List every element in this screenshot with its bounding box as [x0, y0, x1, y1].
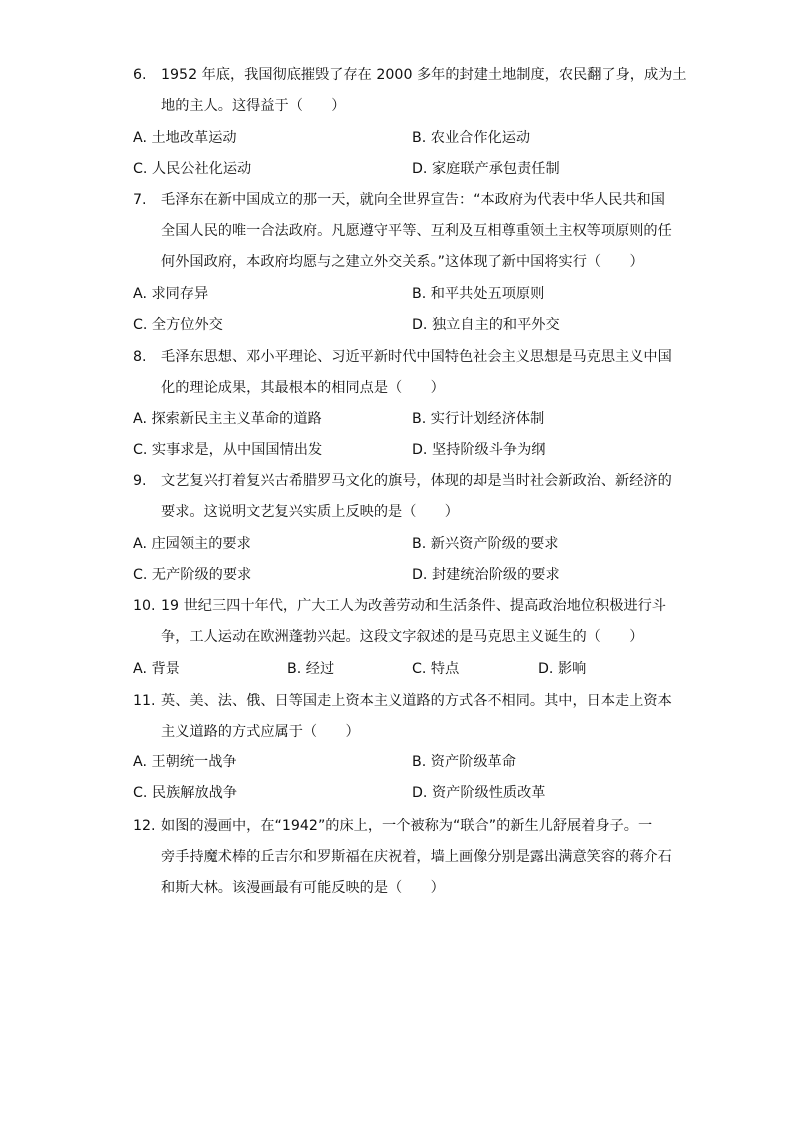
question-number: 8. — [133, 349, 147, 365]
option-b[interactable]: B. 农业合作化运动 — [412, 130, 531, 146]
option-d[interactable]: D. 家庭联产承包责任制 — [412, 161, 560, 177]
question-text-line: 何外国政府，本政府均愿与之建立外交关系。”这体现了新中国将实行（ ） — [161, 254, 644, 270]
question-text-line: 要求。这说明文艺复兴实质上反映的是（ ） — [161, 504, 459, 520]
option-a[interactable]: A. 求同存异 — [133, 286, 209, 302]
option-a[interactable]: A. 庄园领主的要求 — [133, 536, 251, 552]
option-c[interactable]: C. 实事求是，从中国国情出发 — [133, 442, 323, 458]
question-text-line: 1952 年底，我国彻底摧毁了存在 2000 多年的封建土地制度，农民翻了身，成为土 — [161, 67, 687, 83]
option-b[interactable]: B. 和平共处五项原则 — [412, 286, 545, 302]
option-c[interactable]: C. 全方位外交 — [133, 317, 223, 333]
question-text-line: 化的理论成果，其最根本的相同点是（ ） — [161, 380, 445, 396]
question-text-line: 毛泽东在新中国成立的那一天，就向全世界宣告：“本政府为代表中华人民共和国 — [161, 192, 665, 208]
option-d[interactable]: D. 封建统治阶级的要求 — [412, 567, 560, 583]
option-c[interactable]: C. 无产阶级的要求 — [133, 567, 252, 583]
option-b[interactable]: B. 资产阶级革命 — [412, 754, 516, 770]
question-text-line: 文艺复兴打着复兴古希腊罗马文化的旗号，体现的却是当时社会新政治、新经济的 — [161, 473, 672, 489]
question-text-line: 如图的漫画中，在“1942”的床上，一个被称为“联合”的新生儿舒展着身子。一 — [161, 818, 653, 834]
question-number: 12. — [133, 818, 156, 834]
question-text-line: 主义道路的方式应属于（ ） — [161, 724, 360, 740]
question-text-line: 争，工人运动在欧洲蓬勃兴起。这段文字叙述的是马克思主义诞生的（ ） — [161, 629, 644, 645]
question-number: 11. — [133, 693, 156, 709]
option-a[interactable]: A. 探索新民主主义革命的道路 — [133, 411, 322, 427]
option-a[interactable]: A. 王朝统一战争 — [133, 754, 237, 770]
option-b[interactable]: B. 实行计划经济体制 — [412, 411, 545, 427]
option-d[interactable]: D. 坚持阶级斗争为纲 — [412, 442, 546, 458]
option-c[interactable]: C. 特点 — [412, 661, 460, 677]
question-number: 10. — [133, 598, 156, 614]
option-b[interactable]: B. 经过 — [287, 661, 335, 677]
question-number: 6. — [133, 67, 147, 83]
option-d[interactable]: D. 资产阶级性质改革 — [412, 785, 546, 801]
question-text-line: 全国人民的唯一合法政府。凡愿遵守平等、互利及互相尊重领土主权等项原则的任 — [161, 223, 672, 239]
option-b[interactable]: B. 新兴资产阶级的要求 — [412, 536, 559, 552]
option-a[interactable]: A. 土地改革运动 — [133, 130, 237, 146]
question-number: 9. — [133, 473, 147, 489]
option-d[interactable]: D. 影响 — [538, 661, 587, 677]
question-number: 7. — [133, 192, 147, 208]
question-text-line: 19 世纪三四十年代，广大工人为改善劳动和生活条件、提高政治地位积极进行斗 — [161, 598, 666, 614]
option-c[interactable]: C. 人民公社化运动 — [133, 161, 252, 177]
question-text-line: 和斯大林。该漫画最有可能反映的是（ ） — [161, 880, 445, 896]
option-c[interactable]: C. 民族解放战争 — [133, 785, 238, 801]
question-text-line: 旁手持魔术棒的丘吉尔和罗斯福在庆祝着，墙上画像分别是露出满意笑容的蒋介石 — [161, 849, 672, 865]
question-text-line: 毛泽东思想、邓小平理论、习近平新时代中国特色社会主义思想是马克思主义中国 — [161, 349, 672, 365]
question-text-line: 英、美、法、俄、日等国走上资本主义道路的方式各不相同。其中，日本走上资本 — [161, 693, 672, 709]
option-d[interactable]: D. 独立自主的和平外交 — [412, 317, 560, 333]
option-a[interactable]: A. 背景 — [133, 661, 180, 677]
question-text-line: 地的主人。这得益于（ ） — [161, 98, 346, 114]
